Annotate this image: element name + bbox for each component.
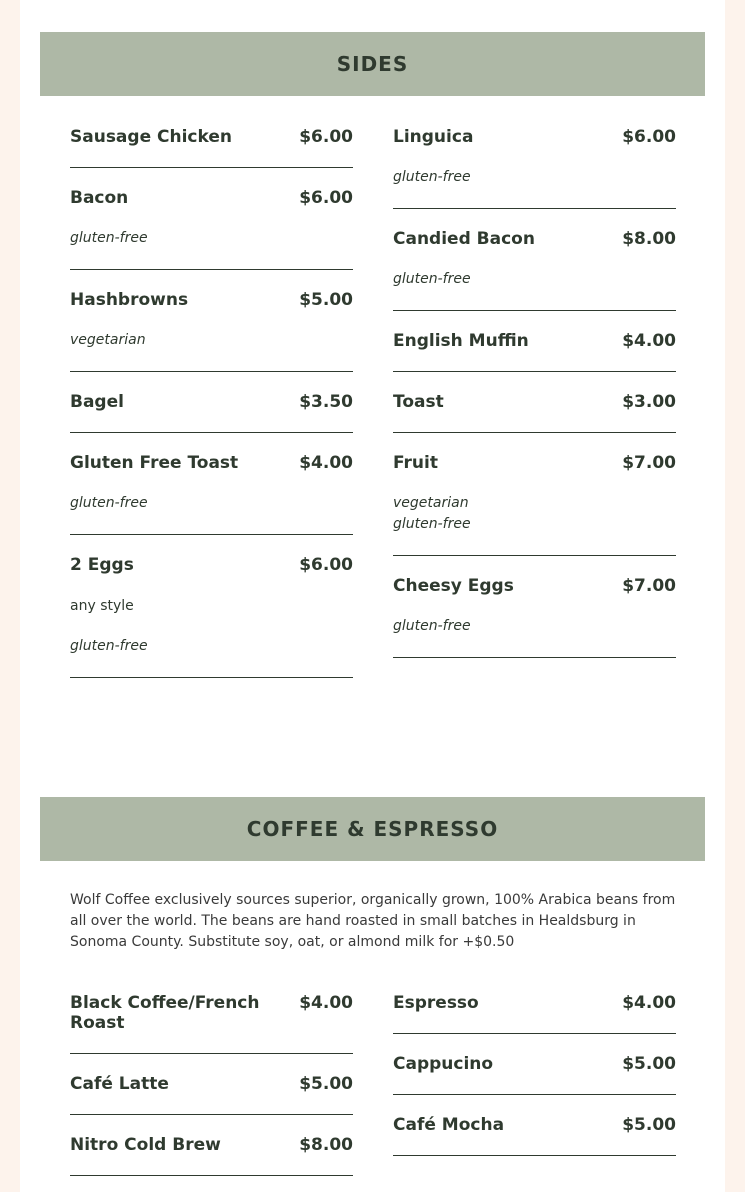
menu-item-price: $8.00: [299, 1135, 353, 1155]
menu-item-tags: [393, 269, 676, 290]
sides-left-column: [70, 107, 353, 678]
menu-item-name: Café Mocha: [393, 1115, 505, 1135]
menu-item-header: [70, 392, 353, 412]
menu-item-price: $6.00: [299, 127, 353, 147]
menu-item-name: Cheesy Eggs: [393, 576, 514, 596]
coffee-title: COFFEE & ESPRESSO: [246, 817, 499, 841]
dietary-tag: gluten-free: [70, 230, 148, 246]
menu-item-tags: [70, 493, 353, 514]
menu-item-tags: [70, 330, 353, 351]
menu-item-name: Nitro Cold Brew: [70, 1135, 221, 1155]
menu-item-header: [70, 127, 353, 147]
menu-item: [70, 270, 353, 372]
menu-item-name: Café Latte: [70, 1074, 169, 1094]
menu-item-description: any style: [70, 598, 134, 614]
menu-page: [20, 0, 725, 1192]
menu-item: [393, 372, 676, 433]
menu-item-header: [393, 1054, 676, 1074]
menu-item-name: Sausage Chicken: [70, 127, 232, 147]
menu-item-price: $6.00: [299, 555, 353, 575]
menu-item-price: $3.00: [622, 392, 676, 412]
menu-item: [70, 107, 353, 168]
menu-item-header: [70, 993, 353, 1033]
menu-item-price: $7.00: [622, 453, 676, 473]
menu-item-header: [393, 229, 676, 249]
menu-item: [70, 168, 353, 270]
menu-item-tags: [70, 636, 353, 657]
menu-item-name: Espresso: [393, 993, 479, 1013]
dietary-tag: gluten-free: [70, 638, 148, 654]
menu-item-price: $4.00: [299, 993, 353, 1013]
coffee-right-column: [393, 973, 676, 1156]
coffee-header: [40, 797, 705, 861]
sides-title: SIDES: [336, 52, 409, 76]
menu-item-price: $7.00: [622, 576, 676, 596]
menu-item: [393, 107, 676, 209]
menu-item: [393, 973, 676, 1034]
menu-item-tags: [393, 616, 676, 637]
menu-item-header: [393, 1115, 676, 1135]
sides-right-column: [393, 107, 676, 658]
menu-item-header: [70, 290, 353, 310]
menu-item-header: [70, 453, 353, 473]
menu-item-price: $5.00: [622, 1115, 676, 1135]
menu-item-name: Cappucino: [393, 1054, 494, 1074]
menu-item-name: Gluten Free Toast: [70, 453, 239, 473]
menu-item-name: Candied Bacon: [393, 229, 535, 249]
menu-item-price: $8.00: [622, 229, 676, 249]
menu-item-price: $6.00: [622, 127, 676, 147]
menu-item-name: Black Coffee/French Roast: [70, 993, 260, 1033]
dietary-tag: gluten-free: [70, 495, 148, 511]
menu-item-name: Bacon: [70, 188, 129, 208]
dietary-tag: gluten-free: [393, 516, 471, 532]
menu-item-price: $3.50: [299, 392, 353, 412]
menu-item: [393, 1095, 676, 1156]
coffee-intro: Wolf Coffee exclusively sources superior, organically grown, 100% Arabica beans from all over the world. The beans are hand roasted in small batches in Healdsburg in Sonoma County. Substitute soy, oat, or almond milk for +$0.50: [70, 892, 676, 950]
menu-item-name: English Muffin: [393, 331, 529, 351]
menu-item-tags: [393, 493, 676, 535]
menu-item-price: $5.00: [299, 290, 353, 310]
menu-item-header: [70, 1074, 353, 1094]
menu-item: [393, 209, 676, 311]
menu-item-header: [393, 392, 676, 412]
menu-item-price: $5.00: [299, 1074, 353, 1094]
menu-item-tags: [70, 228, 353, 249]
dietary-tag: gluten-free: [393, 169, 471, 185]
dietary-tag: vegetarian: [393, 495, 469, 511]
menu-item: [70, 1115, 353, 1176]
menu-item: [70, 372, 353, 433]
menu-item-name: Linguica: [393, 127, 474, 147]
menu-item-header: [70, 1135, 353, 1155]
menu-item-name: Fruit: [393, 453, 438, 473]
menu-item-header: [70, 188, 353, 208]
coffee-left-column: [70, 973, 353, 1176]
menu-item-header: [393, 576, 676, 596]
menu-item: [70, 433, 353, 535]
menu-item-name: Bagel: [70, 392, 124, 412]
menu-item: [393, 556, 676, 658]
menu-item-price: $5.00: [622, 1054, 676, 1074]
menu-item: [70, 1054, 353, 1115]
menu-item-name: Hashbrowns: [70, 290, 189, 310]
menu-item-price: $4.00: [622, 993, 676, 1013]
menu-item-price: $6.00: [299, 188, 353, 208]
menu-item: [393, 433, 676, 556]
menu-item-header: [393, 127, 676, 147]
menu-item: [393, 311, 676, 372]
menu-item-header: [393, 993, 676, 1013]
menu-item-name: 2 Eggs: [70, 555, 134, 575]
sides-header: [40, 32, 705, 96]
menu-item: [70, 973, 353, 1054]
menu-item: [70, 535, 353, 678]
dietary-tag: gluten-free: [393, 271, 471, 287]
menu-item-price: $4.00: [622, 331, 676, 351]
menu-item: [393, 1034, 676, 1095]
menu-item-header: [70, 555, 353, 575]
menu-item-name: Toast: [393, 392, 444, 412]
menu-item-price: $4.00: [299, 453, 353, 473]
dietary-tag: vegetarian: [70, 332, 146, 348]
menu-item-tags: [393, 167, 676, 188]
menu-item-header: [393, 331, 676, 351]
menu-item-header: [393, 453, 676, 473]
dietary-tag: gluten-free: [393, 618, 471, 634]
